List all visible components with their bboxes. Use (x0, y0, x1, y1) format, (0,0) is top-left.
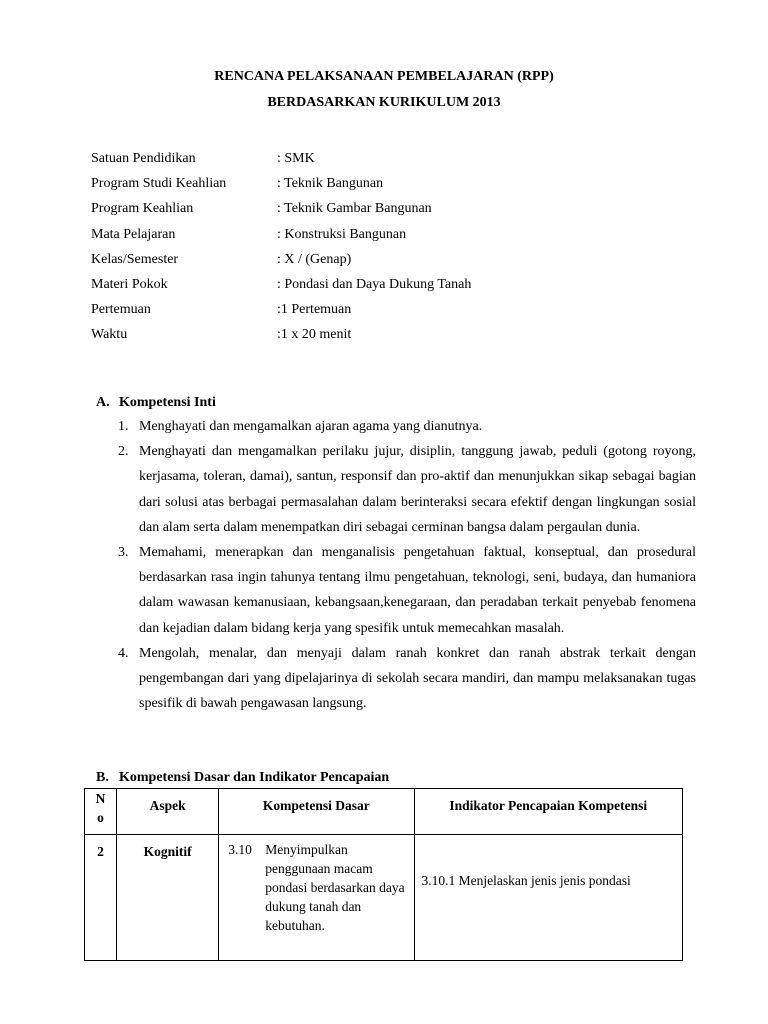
meta-row-program-keahlian (91, 200, 691, 225)
kompetensi-dasar-table (84, 788, 683, 961)
kompetensi-inti-list (118, 414, 696, 716)
list-item (118, 641, 696, 717)
meta-value: : SMK (277, 151, 315, 166)
cell-indikator (414, 835, 682, 961)
section-heading-kompetensi-inti (96, 394, 216, 412)
identity-block (91, 150, 691, 352)
list-item-text: Menghayati dan mengamalkan ajaran agama yang dianutnya. (139, 419, 483, 434)
list-item-number: 2. (118, 444, 129, 460)
meta-label: Kelas/Semester (91, 251, 179, 267)
meta-row-materi-pokok (91, 276, 691, 301)
list-item-text: Mengolah, menalar, dan menyaji dalam ranah konkret dan ranah abstrak terkait dengan pengembangan dari yang dipelajarinya di sekolah secara mandiri, dan mampu melaksanakan tugas spesifik di bawah pengawasan langsung. (139, 645, 696, 712)
meta-label: Pertemuan (91, 302, 151, 318)
column-header-no (85, 789, 117, 835)
column-header-text: Aspek (149, 798, 186, 813)
meta-row-satuan (91, 150, 691, 175)
list-item (118, 540, 696, 641)
table-row (85, 835, 683, 961)
column-header-text: Indikator Pencapaian Kompetensi (449, 798, 648, 813)
column-header-no-line1: N (95, 791, 106, 806)
meta-value: : Teknik Bangunan (277, 176, 384, 192)
document-subtitle: BERDASARKAN KURIKULUM 2013 (267, 95, 501, 110)
column-header-text: Kompetensi Dasar (262, 798, 370, 813)
column-header-indikator (414, 789, 682, 835)
section-title: Kompetensi Inti (119, 395, 216, 410)
meta-label: Program Studi Keahlian (91, 176, 227, 192)
cell-no: 2 (85, 835, 117, 961)
section-letter: A. (96, 395, 110, 410)
meta-row-pertemuan (91, 301, 691, 326)
meta-value: : Konstruksi Bangunan (277, 226, 407, 242)
meta-label: Mata Pelajaran (91, 226, 176, 242)
cell-kompetensi-dasar (219, 835, 414, 961)
column-header-kompetensi-dasar (219, 789, 414, 835)
list-item (118, 414, 696, 439)
meta-row-mata-pelajaran (91, 226, 691, 251)
section-title: Kompetensi Dasar dan Indikator Pencapaian (119, 770, 390, 785)
meta-row-waktu (91, 326, 691, 351)
list-item-number: 1. (118, 419, 129, 434)
meta-label: Satuan Pendidikan (91, 151, 196, 166)
meta-label: Waktu (91, 327, 128, 343)
table-header-row (85, 789, 683, 835)
meta-row-kelas-semester (91, 251, 691, 276)
document-title: RENCANA PELAKSANAAN PEMBELAJARAN (RPP) (214, 69, 554, 84)
list-item-number: 4. (118, 645, 129, 661)
meta-value: :1 x 20 menit (277, 327, 352, 343)
list-item-text: Memahami, menerapkan dan menganalisis pengetahuan faktual, konseptual, dan prosedural berdasarkan rasa ingin tahunya tentang ilmu pengetahuan, teknologi, seni, budaya, dan humaniora dalam wawasan kemanusiaan, kebangsaan,kenegaraan, dan peradaban terkait penyebab fenomena dan kejadian dalam bidang kerja yang spesifik untuk memecahkan masalah. (139, 545, 696, 636)
kd-text: Menyimpulkan penggunaan macam pondasi berdasarkan daya dukung tanah dan kebutuhan. (265, 842, 405, 933)
column-header-no-line2: o (97, 810, 104, 825)
column-header-aspek (117, 789, 219, 835)
meta-value: :1 Pertemuan (277, 302, 352, 318)
list-item (118, 439, 696, 540)
meta-value: : Teknik Gambar Bangunan (277, 201, 432, 217)
meta-value: : Pondasi dan Daya Dukung Tanah (277, 276, 472, 292)
list-item-text: Menghayati dan mengamalkan perilaku jujur, disiplin, tanggung jawab, peduli (gotong royong, kerjasama, toleran, damai), santun, responsif dan pro-aktif dan menunjukkan sikap sebagai bagian dari solusi atas berbagai permasalahan dalam berinteraksi secara efektif dengan lingkungan sosial dan alam serta dalam menempatkan diri sebagai cerminan bangsa dalam pergaulan dunia. (139, 444, 696, 535)
meta-row-program-studi (91, 175, 691, 200)
cell-aspek: Kognitif (117, 835, 219, 961)
meta-label: Program Keahlian (91, 201, 194, 217)
section-heading-kompetensi-dasar (96, 769, 389, 787)
meta-label: Materi Pokok (91, 276, 168, 292)
list-item-number: 3. (118, 545, 129, 561)
kd-number: 3.10 (228, 842, 252, 857)
indikator-text: 3.10.1 Menjelaskan jenis jenis pondasi (421, 873, 631, 888)
section-letter: B. (96, 770, 109, 785)
meta-value: : X / (Genap) (277, 251, 352, 267)
